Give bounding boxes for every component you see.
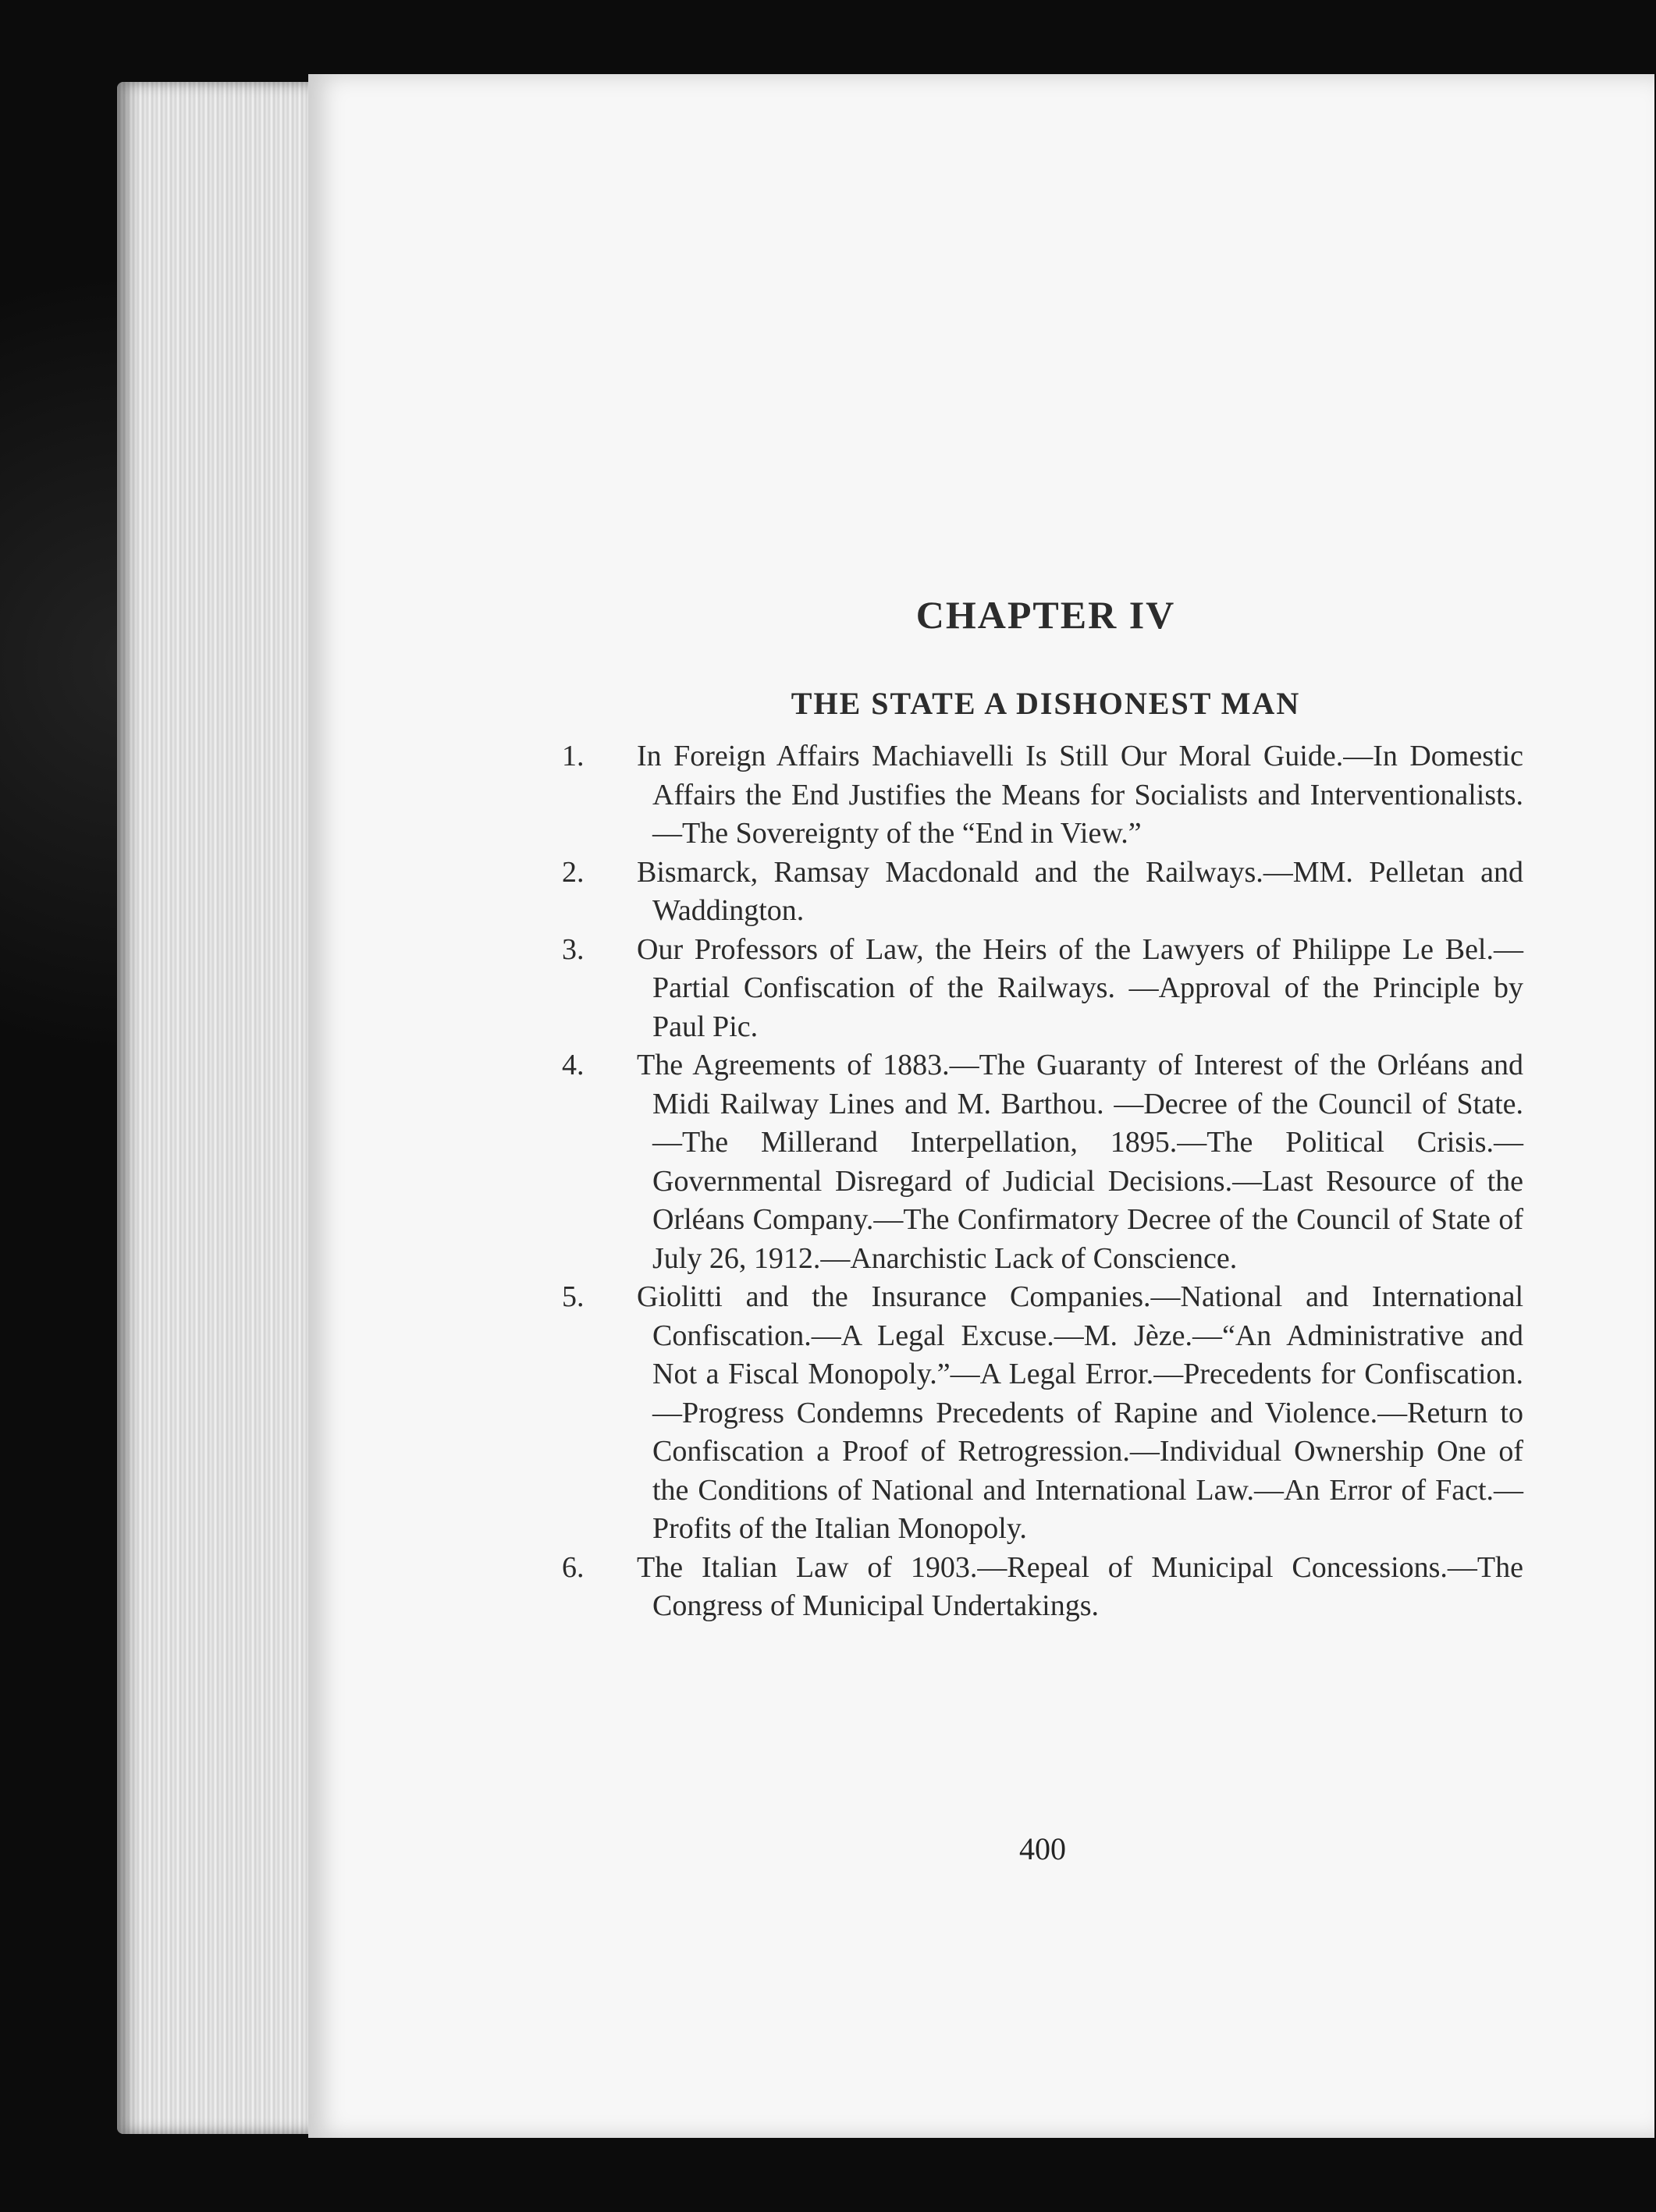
entry-number-1: 1. (562, 740, 585, 772)
chapter-subtitle: THE STATE A DISHONEST MAN (791, 686, 1301, 722)
chapter-contents (562, 737, 1523, 1626)
contents-entry-2 (562, 854, 1523, 931)
contents-entry-5 (562, 1278, 1523, 1549)
book-page-edges (117, 82, 322, 2134)
contents-entry-4 (562, 1046, 1523, 1278)
entry-number-4: 4. (562, 1049, 585, 1081)
entry-text-3: Our Professors of Law, the Heirs of the Lawyers of Philippe Le Bel.—Partial Confiscation of the Railways. —Approval of the Principle by Paul Pic. (637, 932, 1523, 1043)
entry-text-4: The Agreements of 1883.—The Guaranty of Interest of the Orléans and Midi Railway Lines and M. Barthou. —Decree of the Council of State.—The Millerand Interpellation, 1895.—The Political Crisis.—Governmental Disregard of Judicial Decisions.—Last Resource of the Orléans Company.—The Confirmatory Decree of the Council of State of July 26, 1912.—Anarchistic Lack of Conscience. (637, 1049, 1523, 1275)
entry-number-6: 6. (562, 1550, 585, 1584)
entry-text-6: The Italian Law of 1903.—Repeal of Municipal Concessions.—The Congress of Municipal Undertakings. (637, 1550, 1523, 1622)
entry-number-3: 3. (562, 932, 585, 966)
contents-entry-1 (562, 737, 1523, 854)
entry-number-5: 5. (562, 1280, 585, 1313)
page-number: 400 (1019, 1831, 1066, 1866)
entry-number-2: 2. (562, 855, 585, 889)
contents-entry-3 (562, 931, 1523, 1047)
contents-entry-6 (562, 1549, 1523, 1626)
entry-text-1: In Foreign Affairs Machiavelli Is Still Our Moral Guide.—In Domestic Affairs the End Justifies the Means for Socialists and Interventionalists.—The Sovereignty of the “End in View.” (637, 740, 1523, 850)
chapter-title: CHAPTER IV (915, 592, 1176, 637)
entry-text-2: Bismarck, Ramsay Macdonald and the Railways.—MM. Pelletan and Waddington. (637, 855, 1523, 927)
entry-text-5: Giolitti and the Insurance Companies.—National and International Confiscation.—A Legal Excuse.—M. Jèze.—“An Administrative and Not a Fiscal Monopoly.”—A Legal Error.—Precedents for Confiscation. —Progress Condemns Precedents of Rapine and Violence.—Return to Confiscation a Proof of Retrogression.—Individual Ownership One of the Conditions of National and International Law.—An Error of Fact.—Profits of the Italian Monopoly. (637, 1280, 1523, 1545)
